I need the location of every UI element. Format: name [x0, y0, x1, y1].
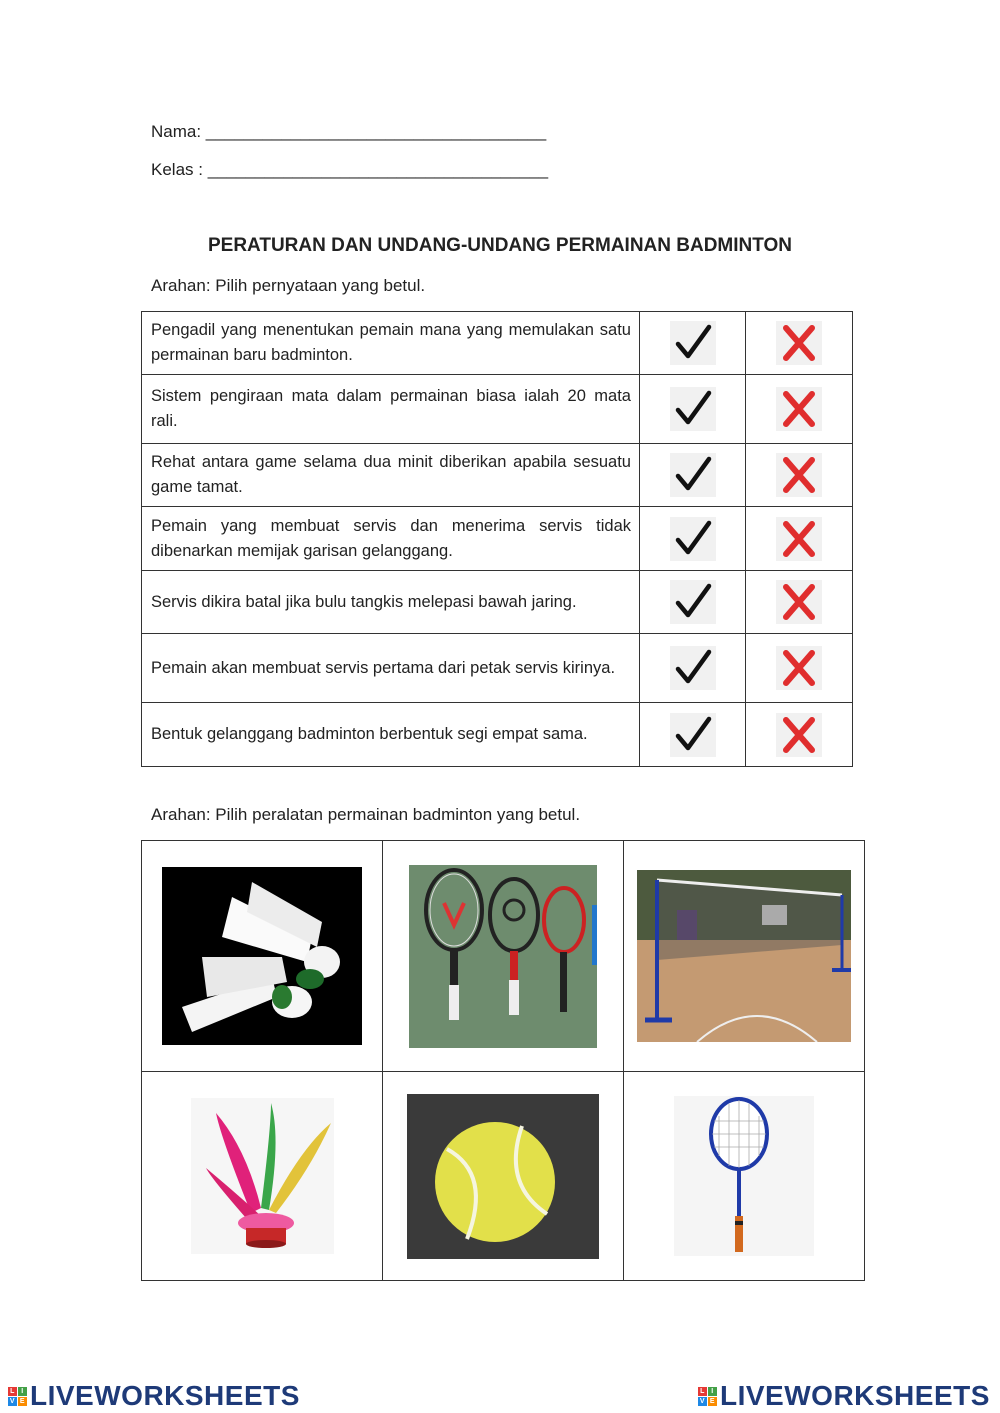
brand-right: [698, 1380, 990, 1412]
statement-row: [142, 571, 853, 634]
option-tennis-ball[interactable]: [383, 1072, 624, 1281]
true-option-cell[interactable]: [640, 507, 746, 571]
cross-icon[interactable]: [776, 713, 822, 757]
statement-row: [142, 375, 853, 444]
checkmark-icon[interactable]: [670, 453, 716, 497]
nama-field: Nama: ____________________________________: [151, 122, 547, 141]
cross-icon[interactable]: [776, 453, 822, 497]
kelas-field: Kelas : ____________________________________: [151, 160, 549, 179]
true-option-cell[interactable]: [640, 312, 746, 375]
false-option-cell[interactable]: [746, 507, 853, 571]
shuttlecocks-image: [162, 867, 362, 1045]
false-option-cell[interactable]: [746, 571, 853, 634]
true-option-cell[interactable]: [640, 444, 746, 507]
option-shuttlecocks[interactable]: [142, 841, 383, 1072]
feather-shuttlecock-image: [191, 1098, 334, 1254]
cross-icon[interactable]: [776, 646, 822, 690]
false-option-cell[interactable]: [746, 312, 853, 375]
liveworksheets-logo-icon: L I V E: [699, 1387, 716, 1405]
true-option-cell[interactable]: [640, 571, 746, 634]
false-option-cell[interactable]: [746, 375, 853, 444]
brand-left: [8, 1380, 300, 1412]
statement-text: Servis dikira batal jika bulu tangkis melepasi bawah jaring.: [142, 571, 640, 634]
statement-text: Bentuk gelanggang badminton berbentuk segi empat sama.: [142, 703, 640, 767]
checkmark-icon[interactable]: [670, 646, 716, 690]
brand-left-text: LIVEWORKSHEETS: [30, 1380, 300, 1411]
statement-row: [142, 312, 853, 375]
badminton-net-image: [637, 870, 851, 1042]
option-tennis-rackets[interactable]: [383, 841, 624, 1072]
checkmark-icon[interactable]: [670, 517, 716, 561]
statement-text: Pemain yang membuat servis dan menerima servis tidak dibenarkan memijak garisan gelanggang.: [142, 507, 640, 571]
checkmark-icon[interactable]: [670, 580, 716, 624]
option-badminton-net[interactable]: [624, 841, 865, 1072]
cross-icon[interactable]: [776, 321, 822, 365]
tennis-ball-image: [407, 1094, 599, 1259]
page-title: PERATURAN DAN UNDANG-UNDANG PERMAINAN BADMINTON: [207, 235, 793, 256]
statement-row: [142, 444, 853, 507]
cross-icon[interactable]: [776, 517, 822, 561]
option-badminton-racket[interactable]: [624, 1072, 865, 1281]
instruction-1: Arahan: Pilih pernyataan yang betul.: [151, 276, 426, 295]
statement-text: Sistem pengiraan mata dalam permainan biasa ialah 20 mata rali.: [142, 375, 640, 444]
true-option-cell[interactable]: [640, 375, 746, 444]
option-feather-shuttlecock[interactable]: [142, 1072, 383, 1281]
checkmark-icon[interactable]: [670, 713, 716, 757]
liveworksheets-logo-icon: L I V E: [9, 1387, 26, 1405]
statement-text: Pemain akan membuat servis pertama dari petak servis kirinya.: [142, 634, 640, 703]
checkmark-icon[interactable]: [670, 321, 716, 365]
tennis-rackets-image: [409, 865, 597, 1048]
instruction-2: Arahan: Pilih peralatan permainan badminton yang betul.: [151, 805, 581, 824]
brand-right-text: LIVEWORKSHEETS: [720, 1380, 990, 1411]
statement-text: Pengadil yang menentukan pemain mana yang memulakan satu permainan baru badminton.: [142, 312, 640, 375]
false-option-cell[interactable]: [746, 703, 853, 767]
statement-table: [141, 311, 853, 767]
checkmark-icon[interactable]: [670, 387, 716, 431]
statement-row: [142, 634, 853, 703]
false-option-cell[interactable]: [746, 444, 853, 507]
statement-row: [142, 507, 853, 571]
true-option-cell[interactable]: [640, 703, 746, 767]
true-option-cell[interactable]: [640, 634, 746, 703]
equipment-grid: [141, 840, 865, 1281]
cross-icon[interactable]: [776, 580, 822, 624]
badminton-racket-image: [674, 1096, 814, 1256]
false-option-cell[interactable]: [746, 634, 853, 703]
statement-text: Rehat antara game selama dua minit diberikan apabila sesuatu game tamat.: [142, 444, 640, 507]
cross-icon[interactable]: [776, 387, 822, 431]
statement-row: [142, 703, 853, 767]
